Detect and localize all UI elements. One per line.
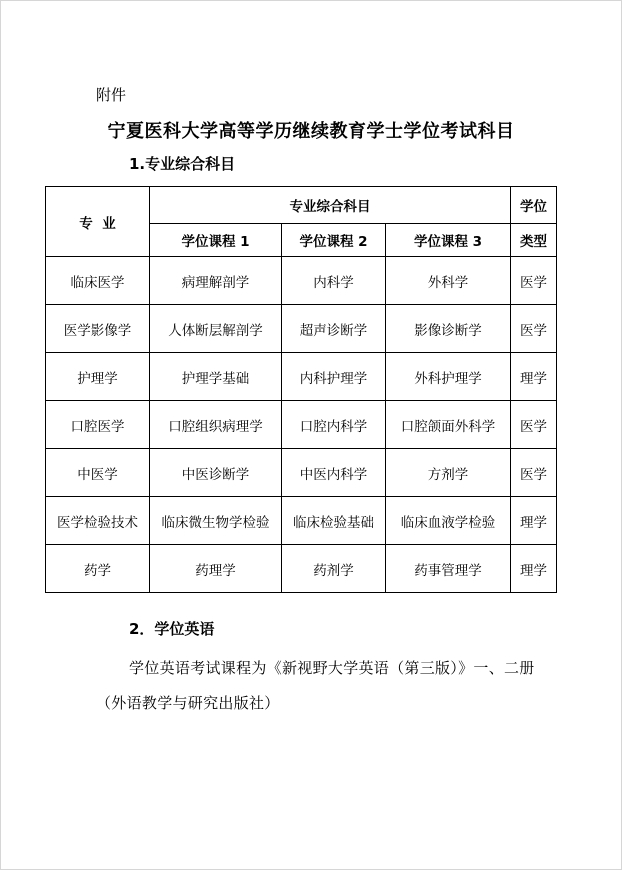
section-2-heading: 2．学位英语: [129, 620, 215, 638]
cell-major: 医学影像学: [46, 305, 150, 353]
cell-major: 中医学: [46, 449, 150, 497]
cell-degree-type: 医学: [511, 305, 557, 353]
cell-degree-type: 医学: [511, 257, 557, 305]
cell-major: 护理学: [46, 353, 150, 401]
cell-course-1: 病理解剖学: [150, 257, 282, 305]
cell-course-3: 药事管理学: [386, 545, 511, 593]
header-course-1: 学位课程 1: [150, 224, 282, 257]
cell-course-1: 口腔组织病理学: [150, 401, 282, 449]
table-row: [46, 353, 557, 401]
cell-course-3: 外科学: [386, 257, 511, 305]
table-row: [46, 305, 557, 353]
cell-degree-type: 理学: [511, 353, 557, 401]
cell-degree-type: 医学: [511, 401, 557, 449]
cell-major: 医学检验技术: [46, 497, 150, 545]
cell-course-2: 中医内科学: [282, 449, 386, 497]
cell-course-2: 口腔内科学: [282, 401, 386, 449]
header-major: 专 业: [46, 187, 150, 257]
table-row: [46, 449, 557, 497]
cell-course-1: 护理学基础: [150, 353, 282, 401]
cell-course-3: 方剂学: [386, 449, 511, 497]
english-paragraph: 学位英语考试课程为《新视野大学英语（第三版）》一、二册（外语教学与研究出版社）: [96, 659, 535, 712]
cell-course-3: 口腔颌面外科学: [386, 401, 511, 449]
section-1-heading: 1.专业综合科目: [129, 155, 236, 173]
header-course-3: 学位课程 3: [386, 224, 511, 257]
cell-course-2: 药剂学: [282, 545, 386, 593]
cell-course-3: 临床血液学检验: [386, 497, 511, 545]
table-row: [46, 257, 557, 305]
cell-course-3: 外科护理学: [386, 353, 511, 401]
cell-course-1: 中医诊断学: [150, 449, 282, 497]
header-course-2: 学位课程 2: [282, 224, 386, 257]
cell-major: 临床医学: [46, 257, 150, 305]
header-subject-group: 专业综合科目: [150, 187, 511, 224]
cell-course-2: 临床检验基础: [282, 497, 386, 545]
cell-major: 口腔医学: [46, 401, 150, 449]
attachment-label: 附件: [96, 86, 127, 104]
cell-course-3: 影像诊断学: [386, 305, 511, 353]
table-body: [46, 257, 557, 593]
header-degree-type-line2: 类型: [511, 224, 557, 257]
cell-course-2: 内科学: [282, 257, 386, 305]
table-row: [46, 401, 557, 449]
table-row: [46, 497, 557, 545]
cell-course-2: 内科护理学: [282, 353, 386, 401]
cell-degree-type: 医学: [511, 449, 557, 497]
cell-degree-type: 理学: [511, 497, 557, 545]
cell-course-2: 超声诊断学: [282, 305, 386, 353]
table-row: [46, 545, 557, 593]
header-degree-type-line1: 学位: [511, 187, 557, 224]
cell-course-1: 人体断层解剖学: [150, 305, 282, 353]
cell-course-1: 临床微生物学检验: [150, 497, 282, 545]
document-title: 宁夏医科大学高等学历继续教育学士学位考试科目: [107, 121, 515, 142]
subjects-table: [45, 186, 557, 593]
cell-course-1: 药理学: [150, 545, 282, 593]
cell-degree-type: 理学: [511, 545, 557, 593]
cell-major: 药学: [46, 545, 150, 593]
